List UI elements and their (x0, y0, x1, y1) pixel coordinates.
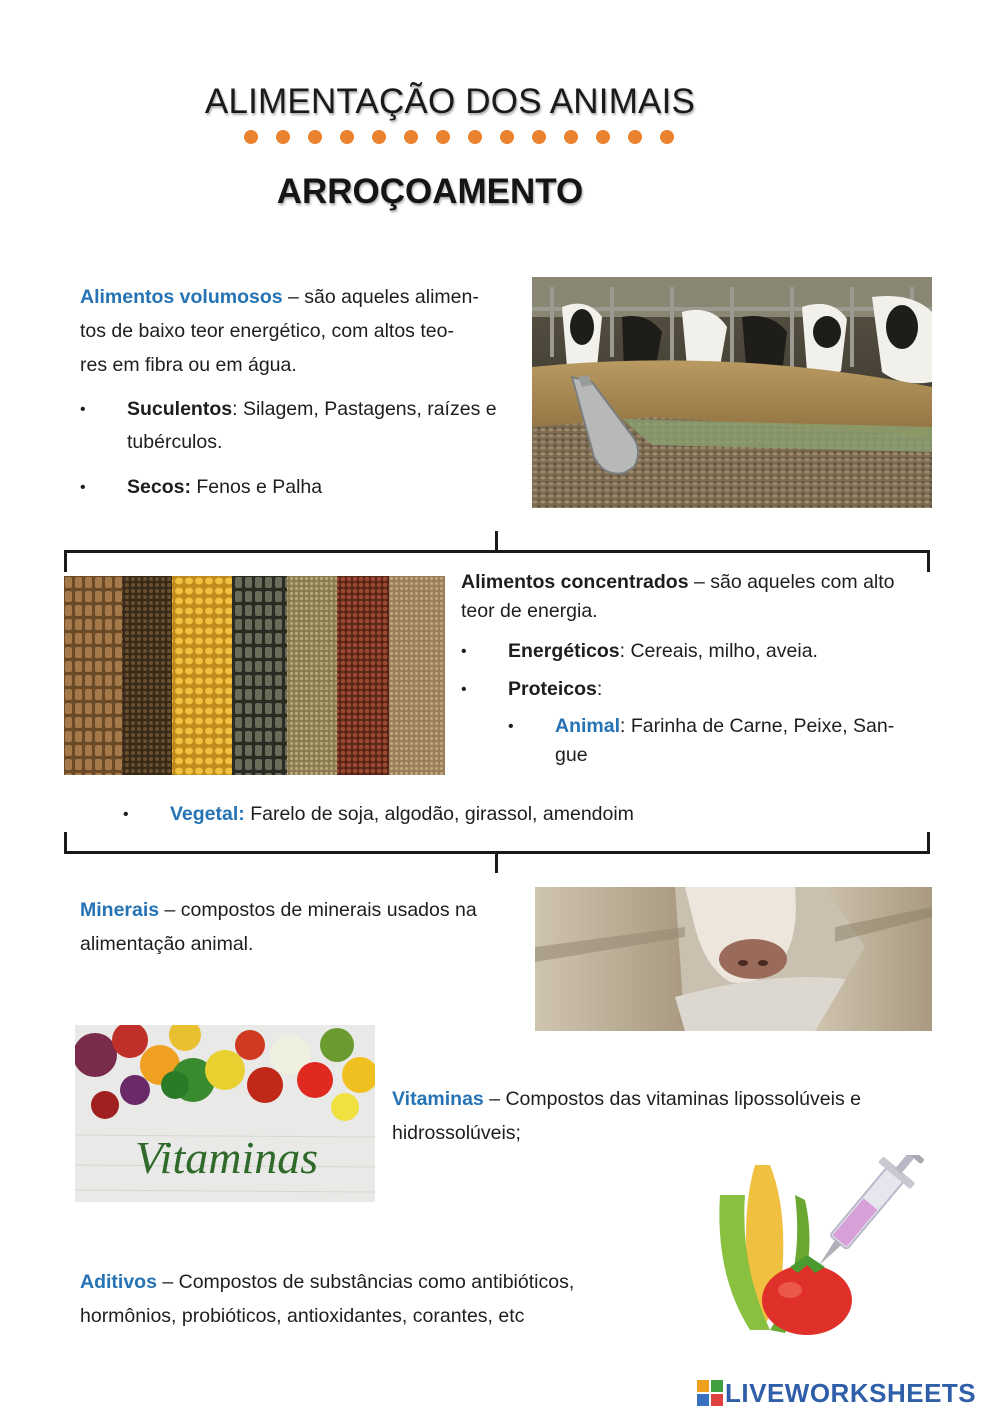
bracket-bottom-right-tick (927, 832, 930, 854)
list-item-suculentos: • Suculentos: Silagem, Pastagens, raízes e tubérculos. (80, 393, 520, 463)
page-subtitle: ARROÇOAMENTO (276, 172, 584, 211)
bullet-icon: • (123, 806, 129, 823)
cattle-feed-illustration (532, 277, 932, 508)
cow-minerals-photo (535, 887, 932, 1031)
volumosos-paragraph: Alimentos volumosos – são aqueles alimen- tos de baixo teor energético, com altos teo- res em fibra ou em água. (80, 286, 479, 376)
list-item-animal: • Animal: Farinha de Carne, Peixe, San- gue (508, 712, 928, 772)
cow-minerals-illustration (535, 887, 932, 1031)
aditivos-paragraph: Aditivos – Compostos de substâncias como antibióticos, hormônios, probióticos, antioxidantes, corantes, etc (80, 1271, 575, 1327)
corn-tomato-syringe-icon (710, 1155, 925, 1340)
list-item-energeticos: • Energéticos: Cereais, milho, aveia. (461, 635, 931, 668)
watermark-text: LIVEWORKSHEETS (725, 1378, 977, 1408)
vitaminas-paragraph: Vitaminas – Compostos das vitaminas lipossolúveis e hidrossolúveis; (392, 1088, 861, 1144)
vitaminas-photo (75, 1025, 375, 1202)
list-item-proteicos: • Proteicos: (461, 673, 931, 706)
liveworksheets-logo-icon (697, 1380, 723, 1406)
aditivos-term: Aditivos (80, 1271, 157, 1293)
minerais-paragraph: Minerais – compostos de minerais usados na alimentação animal. (80, 899, 477, 955)
bullet-icon: • (461, 681, 467, 698)
bullet-icon: • (508, 718, 514, 735)
grains-photo (64, 576, 445, 775)
fruits-vegetables-illustration (75, 1025, 375, 1202)
minerais-term: Minerais (80, 899, 160, 921)
decorative-dot-divider (244, 130, 674, 148)
list-item-secos: • Secos: Fenos e Palha (80, 471, 520, 505)
bracket-top-center-tick (495, 531, 498, 553)
vitaminas-image-caption: Vitaminas (135, 1132, 319, 1183)
bracket-bottom-left-tick (64, 832, 67, 854)
volumosos-term: Alimentos volumosos (80, 286, 283, 308)
liveworksheets-watermark[interactable] (697, 1378, 976, 1410)
cattle-feed-photo (532, 277, 932, 508)
grains-illustration (64, 576, 445, 775)
vitaminas-term: Vitaminas (392, 1088, 484, 1110)
page-title: ALIMENTAÇÃO DOS ANIMAIS (204, 82, 696, 121)
concentrados-term: Alimentos concentrados (461, 571, 689, 593)
list-item-vegetal: • Vegetal: Farelo de soja, algodão, girassol, amendoim (123, 798, 823, 831)
bracket-top-left-tick (64, 550, 67, 572)
bracket-bottom-center-tick (495, 851, 498, 873)
additives-illustration (710, 1155, 925, 1340)
bullet-icon: • (461, 643, 467, 660)
bullet-icon: • (80, 479, 86, 496)
bullet-icon: • (80, 401, 86, 418)
concentrados-paragraph: Alimentos concentrados – são aqueles com alto teor de energia. (461, 571, 895, 622)
